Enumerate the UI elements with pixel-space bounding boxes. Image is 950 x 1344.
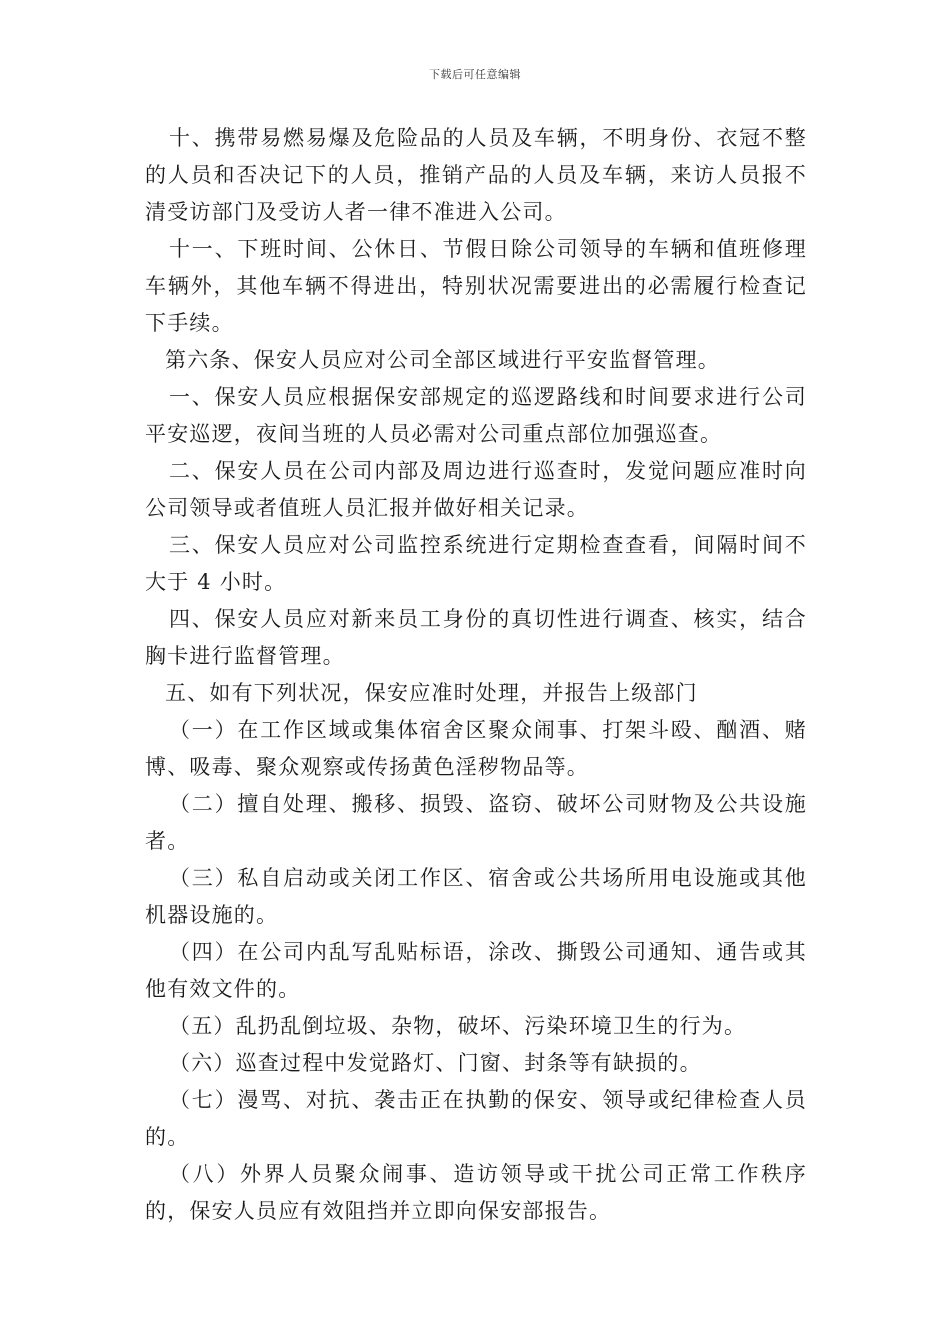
paragraph-subitem-2: （二）擅自处理、搬移、损毁、盗窃、破坏公司财物及公共设施者。 [145,792,807,853]
page-header: 下载后可任意编辑 [429,68,521,81]
paragraph-item-2: 二、保安人员在公司内部及周边进行巡查时，发觉问题应准时向公司领导或者值班人员汇报并做好相关记录。 [145,459,807,520]
paragraph-item-5: 五、如有下列状况，保安应准时处理，并报告上级部门 [165,681,698,705]
paragraph-item-10: 十、携带易燃易爆及危险品的人员及车辆，不明身份、衣冠不整的人员和否决记下的人员，推销产品的人员及车辆，来访人员报不清受访部门及受访人者一律不准进入公司。 [145,126,807,224]
document-body [145,120,807,1230]
paragraph-subitem-8: （八）外界人员聚众闹事、造访领导或干扰公司正常工作秩序的，保安人员应有效阻挡并立即向保安部报告。 [145,1162,807,1223]
paragraph-subitem-5: （五）乱扔乱倒垃圾、杂物，破坏、污染环境卫生的行为。 [169,1014,747,1038]
paragraph-subitem-4: （四）在公司内乱写乱贴标语，涂改、撕毁公司通知、通告或其他有效文件的。 [145,940,807,1001]
paragraph-item-1: 一、保安人员应根据保安部规定的巡逻路线和时间要求进行公司平安巡逻，夜间当班的人员必需对公司重点部位加强巡查。 [145,385,807,446]
paragraph-item-3: 三、保安人员应对公司监控系统进行定期检查查看，间隔时间不大于 4 小时。 [145,533,807,594]
paragraph-item-11: 十一、下班时间、公休日、节假日除公司领导的车辆和值班修理车辆外，其他车辆不得进出，特别状况需要进出的必需履行检查记下手续。 [145,237,807,335]
paragraph-article-6: 第六条、保安人员应对公司全部区域进行平安监督管理。 [165,348,720,372]
paragraph-subitem-6: （六）巡查过程中发觉路灯、门窗、封条等有缺损的。 [169,1051,702,1075]
paragraph-subitem-1: （一）在工作区域或集体宿舍区聚众闹事、打架斗殴、酗酒、赌博、吸毒、聚众观察或传扬黄色淫秽物品等。 [145,718,807,779]
paragraph-item-4: 四、保安人员应对新来员工身份的真切性进行调查、核实，结合胸卡进行监督管理。 [145,607,807,668]
paragraph-subitem-7: （七）漫骂、对抗、袭击正在执勤的保安、领导或纪律检查人员的。 [145,1088,807,1149]
paragraph-subitem-3: （三）私自启动或关闭工作区、宿舍或公共场所用电设施或其他机器设施的。 [145,866,807,927]
